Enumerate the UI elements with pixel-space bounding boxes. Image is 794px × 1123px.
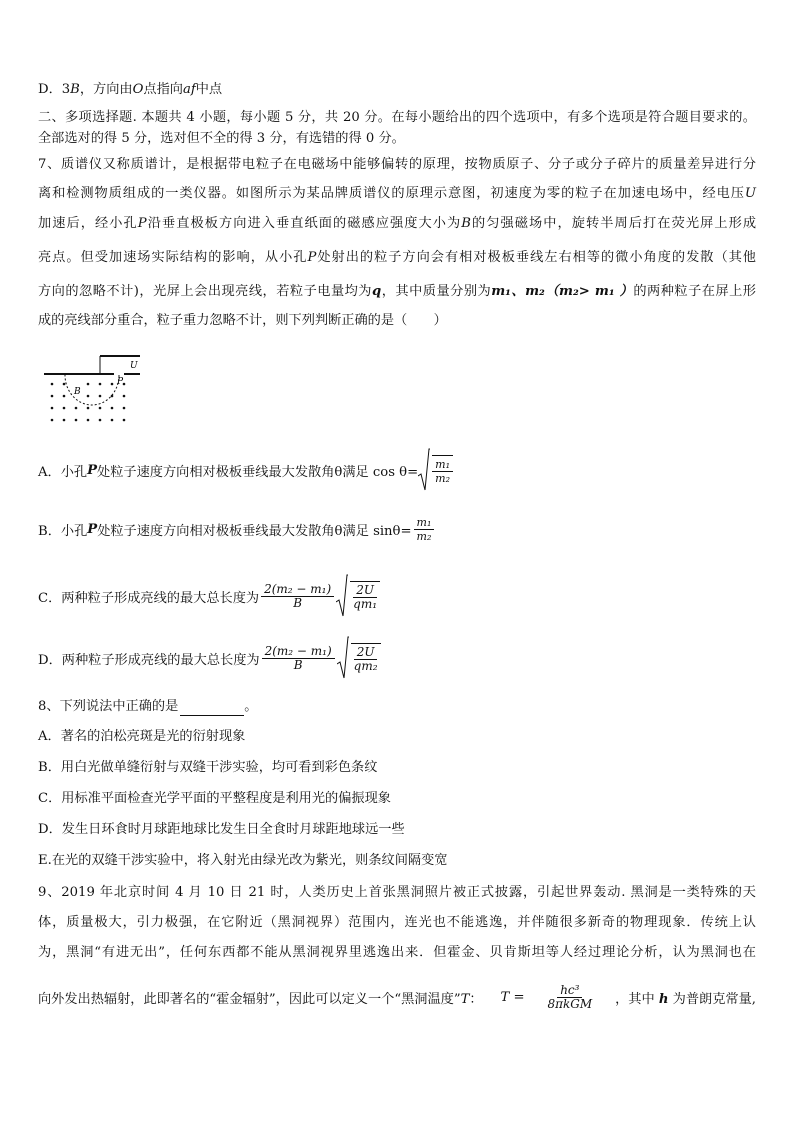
text: 加速后，经小孔	[38, 216, 138, 231]
var-p: P	[307, 250, 317, 265]
fraction	[351, 643, 381, 673]
q7-stem-line: 成的亮线部分重合，粒子重力忽略不计，则下列判断正确的是（ ）	[38, 313, 447, 328]
option-label: D．	[38, 82, 62, 97]
denominator: 8πkGM	[547, 997, 593, 1011]
denominator: qm₂	[353, 659, 378, 673]
option-text: 处粒子速度方向相对极板垂线最大发散角θ满足 sinθ=	[97, 524, 412, 539]
fig-label-p: P	[117, 377, 124, 387]
text: 沿垂直极板方向进入垂直纸面的磁感应强度大小为	[146, 216, 462, 231]
q7-stem-line	[38, 185, 756, 203]
text: 离和检测物质组成的一类仪器。如图所示为某品牌质谱仪的原理示意图，初速度为零的粒子在加速电场中，经电压	[38, 186, 745, 201]
answer-blank[interactable]	[180, 702, 244, 716]
var-q: q	[372, 284, 382, 299]
masses: m₁、m₂（m₂> m₁ ）	[491, 284, 634, 299]
text: ，其中	[615, 992, 655, 1007]
text: 向外发出热辐射，此即著名的“霍金辐射”，因此可以定义一个“黑洞温度”	[38, 992, 461, 1007]
denominator: m₂	[435, 472, 451, 485]
q9-stem-line: 为，黑洞“有进无出”，任何东西都不能从黑洞视界里逃逸出来．但霍金、贝肯斯坦等人经过理论分析，认为黑洞也在	[38, 945, 756, 960]
denominator: B	[293, 657, 303, 672]
q9-stem-line: 体，质量极大，引力极强，在它附近（黑洞视界）范围内，连光也不能逃逸，并伴随很多新奇的物理现象．传统上认	[38, 915, 756, 930]
numerator: m₁	[414, 516, 435, 530]
numerator: 2U	[353, 584, 377, 598]
option-text: 处粒子速度方向相对极板垂线最大发散角θ满足 cos θ=	[97, 464, 419, 480]
var-p: P	[87, 462, 98, 478]
text: 处射出的粒子方向会有相对极板垂线左右相等的微小角度的发散（其他	[316, 250, 756, 265]
fraction	[262, 645, 335, 672]
q7-option-a[interactable]	[38, 448, 455, 492]
text: 8、下列说法中正确的是	[38, 699, 179, 714]
var-p: P	[87, 522, 98, 537]
q7-option-b[interactable]	[38, 516, 436, 543]
text: ，其中质量分别为	[381, 284, 492, 299]
numerator: 2U	[354, 646, 378, 660]
var-b: B	[70, 82, 80, 97]
text: 为普朗克常量,	[672, 992, 756, 1007]
sqrt-expression	[336, 574, 382, 618]
hawking-temperature-fraction	[545, 984, 596, 1011]
field-dots	[51, 383, 126, 422]
text-group	[38, 988, 483, 1007]
numerator: m₁	[432, 458, 453, 472]
q7-stem-line	[38, 283, 756, 301]
formula-lhs: T =	[500, 990, 525, 1005]
text: 。	[244, 699, 258, 714]
q8-option-d[interactable]: D．发生日环食时月球距地球比发生日全食时月球距地球远一些	[38, 822, 405, 837]
fraction	[261, 583, 334, 610]
option-text: D．两种粒子形成亮线的最大总长度为	[38, 652, 260, 668]
q7-option-c[interactable]	[38, 574, 382, 618]
denominator: qm₁	[353, 597, 378, 611]
fig-label-b: B	[74, 387, 81, 397]
sqrt-expression	[418, 448, 455, 492]
option-text: 中点	[195, 82, 223, 97]
text: 方向的忽略不计)，光屏上会出现亮线，若粒子电量均为	[38, 284, 372, 299]
numerator: hc³	[557, 984, 582, 998]
previous-option-d	[38, 81, 222, 99]
section-heading: 二、多项选择题. 本题共 4 小题，每小题 5 分，共 20 分。在每小题给出的四个选项中，有多个选项是符合题目要求的。	[38, 110, 756, 125]
q7-option-d[interactable]	[38, 636, 383, 680]
option-text: ，方向由	[79, 82, 133, 97]
var-o: O	[132, 82, 144, 97]
q8-option-c[interactable]: C．用标准平面检查光学平面的平整程度是利用光的偏振现象	[38, 791, 391, 806]
numerator: 2(m₂ − m₁)	[262, 645, 335, 659]
var-af: af	[182, 82, 196, 97]
q8-option-e[interactable]: E.在光的双缝干涉实验中，将入射光由绿光改为紫光，则条纹间隔变宽	[38, 853, 448, 868]
q7-stem-line: 7、质谱仪又称质谱计，是根据带电粒子在电磁场中能够偏转的原理，按物质原子、分子或分子碎片的质量差异进行分	[38, 157, 756, 172]
option-text: 点指向	[143, 82, 183, 97]
denominator: m₂	[416, 530, 432, 543]
section-heading-cont: 全部选对的得 5 分，选对但不全的得 3 分，有选错的得 0 分。	[38, 131, 405, 146]
mass-spectrometer-diagram	[44, 348, 144, 424]
sqrt-expression	[337, 636, 383, 680]
var-p: P	[137, 216, 147, 231]
text: 的匀强磁场中，旋转半周后打在荧光屏上形成	[470, 216, 757, 231]
option-text: B．小孔	[38, 524, 88, 539]
q8-option-a[interactable]: A．著名的泊松亮斑是光的衍射现象	[38, 729, 246, 744]
numerator: 2(m₂ − m₁)	[261, 583, 334, 597]
q7-stem-line	[38, 215, 756, 233]
q8-option-b[interactable]: B．用白光做单缝衍射与双缝干涉实验，均可看到彩色条纹	[38, 760, 378, 775]
fraction	[350, 581, 380, 611]
fig-label-u: U	[130, 361, 138, 371]
text-group	[615, 988, 756, 1007]
text: 亮点。但受加速场实际结构的影响，从小孔	[38, 250, 308, 265]
text: ：	[469, 992, 483, 1007]
fraction	[414, 516, 435, 543]
q8-stem	[38, 698, 257, 716]
q9-stem-line	[38, 984, 756, 1011]
option-text: 3	[61, 82, 71, 97]
option-text: C．两种粒子形成亮线的最大总长度为	[38, 590, 260, 606]
q7-stem-line	[38, 249, 756, 267]
q9-stem-line: 9、2019 年北京时间 4 月 10 日 21 时，人类历史上首张黑洞照片被正式披露，引起世界轰动. 黑洞是一类特殊的天	[38, 885, 756, 900]
var-h: h	[658, 992, 669, 1007]
option-text: A．小孔	[38, 464, 88, 480]
denominator: B	[293, 595, 303, 610]
var-b: B	[461, 216, 471, 231]
fraction	[432, 455, 453, 485]
text: 的两种粒子在屏上形	[633, 284, 756, 299]
var-t: T	[460, 992, 470, 1007]
var-u: U	[744, 186, 756, 201]
